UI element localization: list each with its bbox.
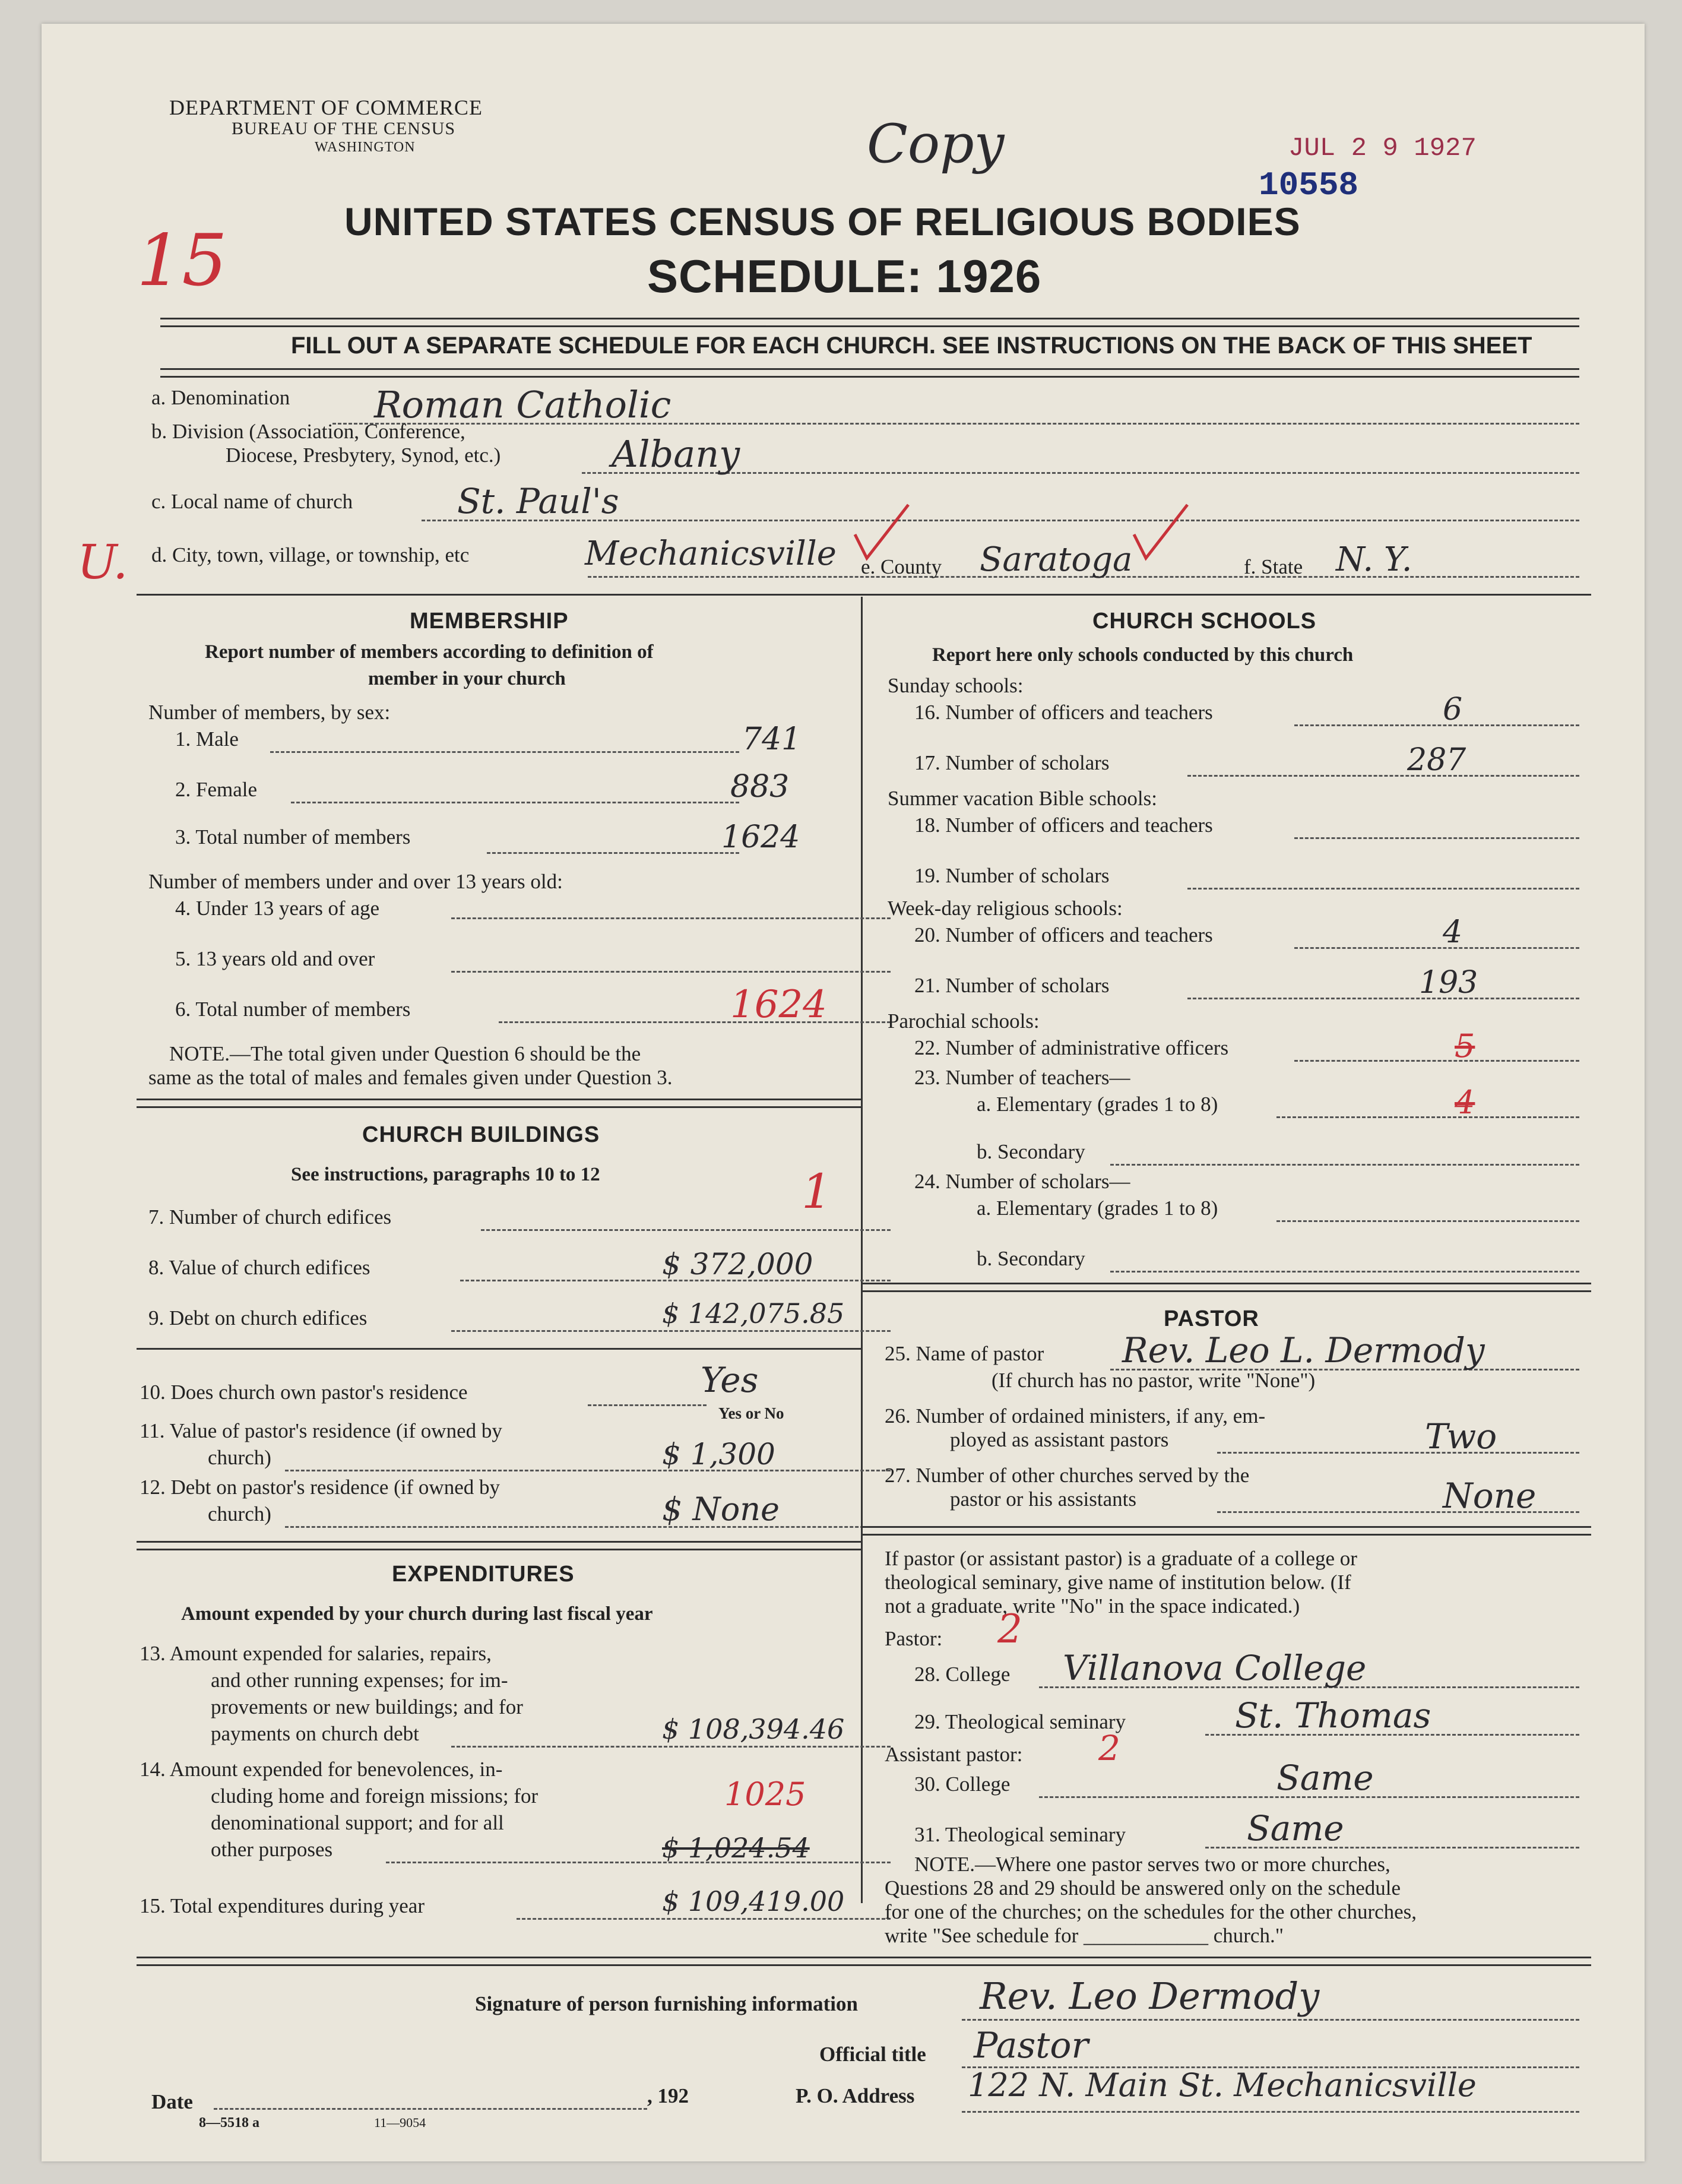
expenditures-heading: EXPENDITURES — [392, 1562, 575, 1587]
q21-line — [1187, 998, 1579, 999]
schedule-year-title: SCHEDULE: 1926 — [647, 250, 1042, 302]
city-value: Mechanicsville — [585, 534, 837, 573]
q24b-line — [1110, 1271, 1579, 1273]
q18-line — [1294, 837, 1579, 839]
state-value: N. Y. — [1336, 540, 1412, 579]
signature-value: Rev. Leo Dermody — [980, 1974, 1320, 2018]
q14-value: $ 1,024.54 — [662, 1832, 810, 1864]
q12-value: $ None — [662, 1490, 780, 1528]
red-check-icon — [1128, 499, 1199, 570]
q29-value: St. Thomas — [1235, 1695, 1431, 1736]
department-name: DEPARTMENT OF COMMERCE — [169, 96, 483, 119]
q5-line — [451, 971, 891, 973]
section-rule — [137, 1348, 861, 1350]
q6-label: 6. Total number of members — [175, 998, 411, 1021]
q11-label-1: 11. Value of pastor's residence (if owned by — [140, 1419, 502, 1442]
form-number: 8—5518 a — [199, 2115, 259, 2131]
graduate-instruction-3: not a graduate, write "No" in the space indicated.) — [885, 1594, 1300, 1618]
pastor-subhead: Pastor: — [885, 1627, 943, 1650]
q30-value: Same — [1276, 1758, 1374, 1798]
yes-or-no-hint: Yes or No — [718, 1404, 784, 1422]
county-value: Saratoga — [980, 540, 1133, 579]
q8-label: 8. Value of church edifices — [148, 1256, 370, 1279]
q23b-label: b. Secondary — [977, 1140, 1085, 1163]
q2-value: 883 — [730, 769, 790, 805]
q20-label: 20. Number of officers and teachers — [914, 923, 1213, 947]
q19-line — [1187, 888, 1579, 890]
q7-label: 7. Number of church edifices — [148, 1205, 392, 1229]
q11-line — [285, 1470, 891, 1471]
pastor-note-2: Questions 28 and 29 should be answered only on the schedule — [885, 1876, 1401, 1900]
q13-value: $ 108,394.46 — [662, 1713, 845, 1745]
q17-value: 287 — [1407, 742, 1466, 778]
bureau-city: WASHINGTON — [315, 140, 416, 155]
q16-value: 6 — [1443, 692, 1463, 727]
q25-note: (If church has no pastor, write "None") — [992, 1369, 1316, 1392]
q3-label: 3. Total number of members — [175, 825, 411, 849]
pastor-note-1: NOTE.—Where one pastor serves two or more churches, — [914, 1853, 1390, 1876]
date-label: Date — [151, 2090, 193, 2113]
denomination-value: Roman Catholic — [374, 383, 671, 426]
q9-value: $ 142,075.85 — [662, 1297, 845, 1330]
q3-value: 1624 — [721, 819, 800, 855]
q1-line — [270, 751, 739, 753]
official-title-value: Pastor — [974, 2025, 1089, 2066]
signature-line — [962, 2019, 1579, 2021]
banner-rule-bottom — [160, 368, 1579, 378]
q12-line — [285, 1526, 891, 1528]
q21-label: 21. Number of scholars — [914, 974, 1110, 997]
section-rule — [861, 1526, 1591, 1536]
margin-mark-u: U. — [77, 534, 128, 590]
q12-label-1: 12. Debt on pastor's residence (if owned by — [140, 1476, 500, 1499]
po-address-line — [962, 2111, 1579, 2113]
red-check-icon — [849, 499, 920, 570]
q14-line — [386, 1862, 891, 1863]
q24-label: 24. Number of scholars— — [914, 1170, 1130, 1193]
q22-label: 22. Number of administrative officers — [914, 1036, 1229, 1059]
q10-line — [588, 1404, 707, 1406]
q6-value: 1624 — [730, 983, 827, 1027]
q13-label-3: provements or new buildings; and for — [211, 1695, 523, 1718]
city-label: d. City, town, village, or township, etc — [151, 543, 470, 566]
section-rule — [137, 1099, 861, 1108]
weekday-schools-label: Week-day religious schools: — [888, 897, 1123, 920]
q23a-label: a. Elementary (grades 1 to 8) — [977, 1093, 1218, 1116]
q13-label-4: payments on church debt — [211, 1722, 419, 1745]
q10-value: Yes — [701, 1360, 759, 1400]
q23-label: 23. Number of teachers— — [914, 1066, 1130, 1089]
q13-label-1: 13. Amount expended for salaries, repairs, — [140, 1642, 492, 1665]
print-number: 11—9054 — [374, 2115, 426, 2130]
form-title: UNITED STATES CENSUS OF RELIGIOUS BODIES — [344, 200, 1301, 243]
q15-line — [517, 1918, 891, 1920]
division-label-2: Diocese, Presbytery, Synod, etc.) — [226, 444, 501, 467]
bureau-name: BUREAU OF THE CENSUS — [232, 119, 455, 138]
church-name-value: St. Paul's — [457, 481, 619, 521]
q17-line — [1187, 775, 1579, 777]
state-label: f. State — [1244, 555, 1303, 578]
q14-label-1: 14. Amount expended for benevolences, in- — [140, 1758, 503, 1781]
q13-line — [451, 1746, 891, 1748]
division-label-1: b. Division (Association, Conference, — [151, 420, 465, 443]
schools-instruction: Report here only schools conducted by this church — [932, 644, 1354, 666]
q4-line — [451, 917, 891, 919]
q19-label: 19. Number of scholars — [914, 864, 1110, 887]
q14-label-3: denominational support; and for all — [211, 1811, 504, 1834]
section-rule — [137, 594, 1591, 596]
expenditures-instruction: Amount expended by your church during last fiscal year — [181, 1603, 653, 1625]
q9-line — [451, 1330, 891, 1332]
q5-label: 5. 13 years old and over — [175, 947, 375, 970]
buildings-instruction: See instructions, paragraphs 10 to 12 — [291, 1164, 600, 1185]
membership-note-1: NOTE.—The total given under Question 6 should be the — [169, 1042, 641, 1065]
q31-label: 31. Theological seminary — [914, 1823, 1126, 1846]
assistant-pastor-subhead: Assistant pastor: — [885, 1743, 1023, 1766]
q4-label: 4. Under 13 years of age — [175, 897, 380, 920]
instruction-banner: FILL OUT A SEPARATE SCHEDULE FOR EACH CHURCH. SEE INSTRUCTIONS ON THE BACK OF THIS SHEET — [291, 333, 1532, 359]
pastor-heading: PASTOR — [1164, 1306, 1259, 1331]
q10-label: 10. Does church own pastor's residence — [140, 1381, 468, 1404]
q28-value: Villanova College — [1063, 1648, 1367, 1688]
q26-label-2: ployed as assistant pastors — [950, 1428, 1169, 1451]
date-year: , 192 — [647, 2084, 689, 2107]
assistant-red-mark: 2 — [1098, 1728, 1120, 1768]
census-schedule-sheet — [42, 24, 1645, 2161]
signature-label: Signature of person furnishing information — [475, 1992, 858, 2015]
pastor-note-3: for one of the churches; on the schedules for the other churches, — [885, 1900, 1417, 1923]
membership-instruction-1: Report number of members according to definition of — [205, 641, 654, 663]
parochial-schools-label: Parochial schools: — [888, 1009, 1040, 1033]
division-value: Albany — [612, 432, 740, 476]
q9-label: 9. Debt on church edifices — [148, 1306, 368, 1330]
q16-label: 16. Number of officers and teachers — [914, 701, 1213, 724]
q1-value: 741 — [742, 721, 802, 757]
q17-label: 17. Number of scholars — [914, 751, 1110, 774]
q14-correction: 1025 — [724, 1775, 806, 1813]
section-rule — [137, 1541, 861, 1550]
q22-line — [1294, 1060, 1579, 1062]
q20-value: 4 — [1443, 914, 1463, 950]
q23a-line — [1276, 1116, 1579, 1118]
q26-value: Two — [1425, 1416, 1497, 1457]
q25-label: 25. Name of pastor — [885, 1342, 1044, 1365]
q24a-label: a. Elementary (grades 1 to 8) — [977, 1197, 1218, 1220]
q7-value: 1 — [802, 1164, 832, 1219]
summer-schools-label: Summer vacation Bible schools: — [888, 787, 1157, 810]
received-date-stamp: JUL 2 9 1927 — [1288, 134, 1477, 163]
file-number-stamp: 10558 — [1259, 166, 1359, 204]
membership-note-2: same as the total of males and females given under Question 3. — [148, 1066, 673, 1089]
graduate-instruction-2: theological seminary, give name of institution below. (If — [885, 1571, 1351, 1594]
date-line — [214, 2108, 647, 2110]
q14-label-4: other purposes — [211, 1838, 333, 1861]
buildings-heading: CHURCH BUILDINGS — [362, 1122, 600, 1147]
q14-label-2: cluding home and foreign missions; for — [211, 1784, 539, 1808]
q21-value: 193 — [1419, 965, 1478, 1001]
q7-line — [481, 1229, 891, 1231]
q8-value: $ 372,000 — [662, 1247, 813, 1281]
q23b-line — [1110, 1164, 1579, 1166]
church-name-label: c. Local name of church — [151, 490, 353, 513]
po-address-label: P. O. Address — [796, 2084, 915, 2107]
q11-label-2: church) — [208, 1446, 271, 1469]
q18-label: 18. Number of officers and teachers — [914, 814, 1213, 837]
q12-label-2: church) — [208, 1502, 271, 1525]
q1-label: 1. Male — [175, 727, 239, 751]
q23a-value: 4 — [1455, 1084, 1475, 1121]
q29-label: 29. Theological seminary — [914, 1710, 1126, 1733]
q25-value: Rev. Leo L. Dermody — [1122, 1330, 1485, 1370]
pastor-red-mark: 2 — [997, 1606, 1022, 1652]
column-divider — [861, 597, 863, 1903]
q3-line — [487, 852, 739, 854]
members-by-sex-label: Number of members, by sex: — [148, 701, 391, 724]
q31-value: Same — [1247, 1808, 1344, 1849]
q27-label-1: 27. Number of other churches served by the — [885, 1464, 1250, 1487]
section-rule — [137, 1957, 1591, 1966]
q22-value: 5 — [1455, 1027, 1475, 1065]
q15-value: $ 109,419.00 — [662, 1885, 845, 1917]
q27-label-2: pastor or his assistants — [950, 1487, 1137, 1511]
q16-line — [1294, 724, 1579, 726]
q24b-label: b. Secondary — [977, 1247, 1085, 1270]
membership-heading: MEMBERSHIP — [410, 609, 569, 634]
sunday-schools-label: Sunday schools: — [888, 674, 1024, 697]
membership-instruction-2: member in your church — [368, 668, 566, 689]
banner-rule-top — [160, 318, 1579, 327]
q30-label: 30. College — [914, 1772, 1011, 1796]
q26-label-1: 26. Number of ordained ministers, if any, em- — [885, 1404, 1266, 1427]
q28-label: 28. College — [914, 1663, 1011, 1686]
denomination-label: a. Denomination — [151, 386, 290, 409]
q11-value: $ 1,300 — [662, 1437, 775, 1471]
q27-value: None — [1443, 1476, 1537, 1516]
schools-heading: CHURCH SCHOOLS — [1092, 609, 1317, 634]
county-label: e. County — [861, 555, 942, 578]
q2-line — [291, 802, 739, 803]
po-address-value: 122 N. Main St. Mechanicsville — [968, 2066, 1477, 2104]
copy-handwritten-note: Copy — [867, 113, 1005, 175]
age-intro-label: Number of members under and over 13 years old: — [148, 870, 563, 893]
q20-line — [1294, 947, 1579, 949]
graduate-instruction-1: If pastor (or assistant pastor) is a graduate of a college or — [885, 1547, 1357, 1570]
pastor-note-4: write "See schedule for ____________ church." — [885, 1924, 1284, 1947]
official-title-label: Official title — [819, 2043, 926, 2066]
section-rule — [861, 1283, 1591, 1292]
q13-label-2: and other running expenses; for im- — [211, 1669, 508, 1692]
q24a-line — [1276, 1220, 1579, 1222]
q26-line — [1217, 1452, 1579, 1454]
q2-label: 2. Female — [175, 778, 258, 801]
q6-line — [499, 1021, 891, 1023]
q15-label: 15. Total expenditures during year — [140, 1894, 425, 1917]
red-mark-number: 15 — [137, 220, 227, 302]
